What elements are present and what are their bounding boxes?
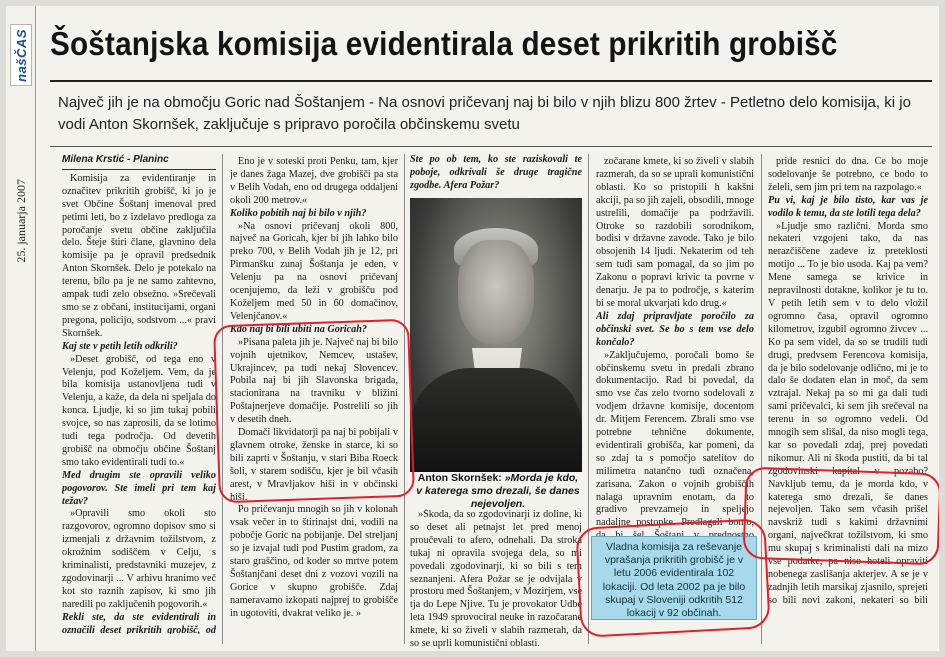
question-text: Med drugim ste opravili veliko pogovorov. Ste imeli pri tem kaj težav? [62, 469, 216, 507]
paragraph: Po pričevanju mnogih so jih v kolonah vsak večer in to štirinajst dni, vodili na pobočje Goric na pobijanje. Del streljanj so je izvajal tudi pod Pustim gradom, za staro graščino, od koder so mrtve potem Šoštanjčani deset dni z vozovi vozili na Gorice v skupno grobišče. Zdaj nameravamo izkopati najprej to grobišče in ugotoviti, dvakrat veliko je. » [230, 504, 398, 619]
info-box: Vladna komisija za reševanje vprašanja prikritih grobišč je v letu 2006 evidentirala 102 lokaciji. Od leta 2002 pa je bilo skupaj v Sloveniji odkritih 512 lokacij v 92 občinah. [591, 536, 757, 620]
question-text: Pu vi, kaj je bilo tisto, kar vas je vodilo k temu, da ste lotili tega dela? [768, 194, 928, 219]
question-text: Ali zdaj pripravljate poročilo za občinski svet. Se bo s tem vse delo končalo? [596, 310, 754, 348]
newspaper-logo [10, 24, 32, 86]
paragraph: »Na osnovi pričevanj okoli 800, največ na Goricah, kjer bi jih lahko bilo preko 700, v Belih Vodah jih je 12, pri Pirmanšku zunaj Šoštanja je eden, v Velenju pa na osnovi pričevanj ocenjujemo, da leži v grobišču pod Koželjem med 50 in 60 domačinov, Velenjčanov.« [230, 220, 398, 322]
column-2-body [230, 156, 398, 621]
column-5 [768, 156, 928, 608]
lead-rule [50, 146, 932, 147]
column-divider [588, 154, 589, 644]
question-text: Rekli ste, da ste evidentirali in označili deset prikritih grobišč, od [62, 611, 216, 634]
column-2 [230, 156, 398, 646]
question-text: Kdo naj bi bili ubiti na Goricah? [230, 323, 367, 335]
paragraph: Komisija za evidentiranje in označitev prikritih grobišč, ki jo je svet Občine Šoštanj imenoval pred petimi leti, bo z izdelavo predloga za poročanje svetu občine zaključila delo. Šteje štiri člane, glavnino dela komisije pa je opravil predsednik Anton Skornšek. Delo je potekalo na terenu, bilo pa je ne samo zahtevno, ampak tudi zelo obsežno. »Srečevali smo se z občani, institucijami, organi pregona, policijo, sodstvom ...« pravi Skornšek. [62, 172, 216, 339]
article-headline: Šoštanjska komisija evidentirala deset prikritih grobišč [50, 25, 838, 62]
column-3-lower [410, 509, 582, 649]
paragraph: Eno je v soteski proti Penku, tam, kjer je danes žaga Mazej, dve grobišči pa sta v Belih Vodah, eno od drugega oddaljeni okoli 200 metrov.« [230, 156, 398, 206]
byline: Milena Krstić - Planinc [62, 154, 216, 170]
paragraph: »Deset grobišč, od tega eno v Velenju, pod Koželjem. Vem, da je bila komisija ustanovljena tudi v Velenju, a kaže, da dela ni speljala do konca. Ljudje, ki so jim tukaj pobili svojce, so nas zaprosili, da se lotimo tudi tega področja. Od devetih grobišč na območju občine Šoštanj smo tako evidentirali tudi to.« [62, 353, 216, 468]
caption-quote: »Morda je kdo, v katerega smo drezali, še danes nejevoljen. [416, 472, 580, 510]
question-text: Kaj ste v petih letih odkrili? [62, 340, 178, 352]
column-3-body [410, 509, 582, 649]
article-lead: Največ jih je na območju Goric nad Šoštanjem - Na osnovi pričevanj naj bi bilo v njih blizu 800 žrtev - Petletno delo komisija, ki jo vodi Anton Skornšek, zaključuje s pripravo poročila občinskemu svetu [58, 94, 911, 133]
portrait-photo [410, 198, 582, 472]
photo-face-shape [458, 240, 534, 344]
column-5-body [768, 156, 928, 608]
column-divider [761, 154, 762, 644]
column-divider [404, 154, 405, 644]
paragraph: »Zaključujemo, poročali bomo še občinskemu svetu in predali zbrano dokumentacijo. Rad bi povedal, da smo vse čas zelo tvorno sodelovali z vodjem državne komisije, docentom dr. Mitjem Ferencem. Zbrali smo vse potrebne tehnične dokumente, evidentirali grobišča, kar pomeni, da so zdaj ta s pomočjo satelitov do milimetra natančno tudi označena, zarisana. Zakon o vojnih grobiščih nalaga upravnim enotam, da to gradivo prevzamejo in speljejo nadaljne postopke. Predlagali bomo, [596, 349, 754, 529]
newspaper-clipping [6, 6, 939, 651]
logo-text: našČAS [13, 28, 29, 82]
paragraph: »Pisana paleta jih je. Največ naj bi bilo vojnih ujetnikov, Nemcev, ustašev, Ukrajincev, pa tudi nekaj Slovencev. Pobila naj bi jih Slavonska brigada, stacionirana na travniku v bližini Poštajnerjeve domačije. Postrelili so jih v desetih dneh. [230, 336, 398, 426]
caption-name: Anton Skornšek: [417, 472, 502, 484]
paragraph: »Ljudje smo različni. Morda smo nekateri vzgojeni tako, da nas nerazčiščene zadeve iz preteklosti motijo ... To je bio usoda. Kaj pa vem? Mene samega se krivice in nepravilnosti dotakne, kolikor je tu to. V petih letih sem v to delo vložil ogromno časa, opravil ogromno kilometrov, izgubil ogromno živcev ... Ko pa sem videl, da so se trudili tudi drugi, predvsem Ferencova komisija, da je bilo sodelovanje odlično, mi je to dalo še dodaten elan in moč, da sem vztrajal. Nekaj pa so mi ga dali tudi sami pričevalci, ki sem jih srečeval na terenu in so ogromno vedeli. Od mnogih sem slišal, da niso mogli tega, kar so povedali zdaj, prej povedati nikomur. Ali ni škoda pustiti, da bi tal zgodovinski kapital v pozabo? Navkljub temu, da je morda kdo, v katerega smo drezali, še danes nejevoljen. Tako sem včasih prišel navskriž tudi s kakimi državnimi organi, največkrat tožilstvom, ki smo mu skupaj s kriminalisti dali na mizo vse podatke, pa niso hoteli opraviti nobenega zaslišanja akterjev. A se je v zadnjih letih marsikaj zjasnilo, sprejeti so bili novi zakoni, nekateri so bili [768, 220, 928, 606]
column-4 [596, 156, 754, 544]
paragraph: pride resnici do dna. Če bo moje sodelovanje še potrebno, ce bodo to želeli, sem jim pri tem na razpolago.« [768, 156, 928, 193]
column-4-body [596, 156, 754, 544]
date-text: 25. januarja 2007 [13, 179, 28, 263]
photo-caption [414, 472, 582, 511]
paragraph: Domači likvidatorji pa naj bi pobijali v glavnem otroke, ženske in starce, ki so bili zaprti v Šoštanju, v stari Biba Roeck šoli, v starem sodišču, kjer je bil včasih arest, v Mravljakov hiši in v občinski hiši. [230, 427, 398, 503]
paragraph: »Opravili smo okoli sto razgovorov, ogromno dopisov smo si izmenjali z državnim tožilstvom, z okrožnim sodiščem v Celju, s kriminalisti, predstavniki muzejev, z zgodovinarji ... V arhivu hranimo več kot sto raznih zapisov, ki smo jih naredili po zaključenih pogovorih.« [62, 508, 216, 610]
question-text: Koliko pobitih naj bi bilo v njih? [230, 207, 367, 219]
question-text: Ste po ob tem, ko ste raziskovali te poboje, odkrivali še druge tragične zgodbe. Afera Požar? [410, 154, 582, 191]
column-1 [62, 154, 216, 634]
column-1-body [62, 173, 216, 634]
column-divider [222, 154, 223, 644]
side-strip [6, 6, 36, 651]
paragraph: zočarane kmete, ki so živeli v slabih razmerah, da so se uprali komunistični oblasti. Ko so pristopili h kakšni akciji, pa so jih zajeli, obsodili, mnoge ustrelili, domačije pa podržavili. Otroke so razdobili sorodnikom, bodisi v državne zavode. Tako je bilo obsojenih 14 ljudi. Nekaterim od teh sem tudi sam pomagal, da so jim po Zakonu o popravi krivic ta povrne v denarju. Je pa to področje, s katerim bi se moral ukvarjati kdo drug.« [596, 156, 754, 309]
issue-date [10, 156, 32, 286]
photo-jacket-shape [410, 368, 582, 472]
headline-rule [50, 80, 932, 82]
paragraph: »Škoda, da so zgodovinarji iz doline, ki so deset ali petnajst let pred menoj proučevali to afero, odnehali. Da stroka tukaj ni opravila svojega dela, so mi povedali zgodovinarji, ki so bili s tem seznanjeni. Afera Požar se je odvijala v prostoru med Šoštanjem, v Mozirjem, vse tja do Lepe Njive. Tu je provokator Udbe leta 1949 sprovociral neuke in razočarane kmete, ki so živeli v slabih razmerah, da so se uprli komunistični oblasti. [410, 509, 582, 649]
